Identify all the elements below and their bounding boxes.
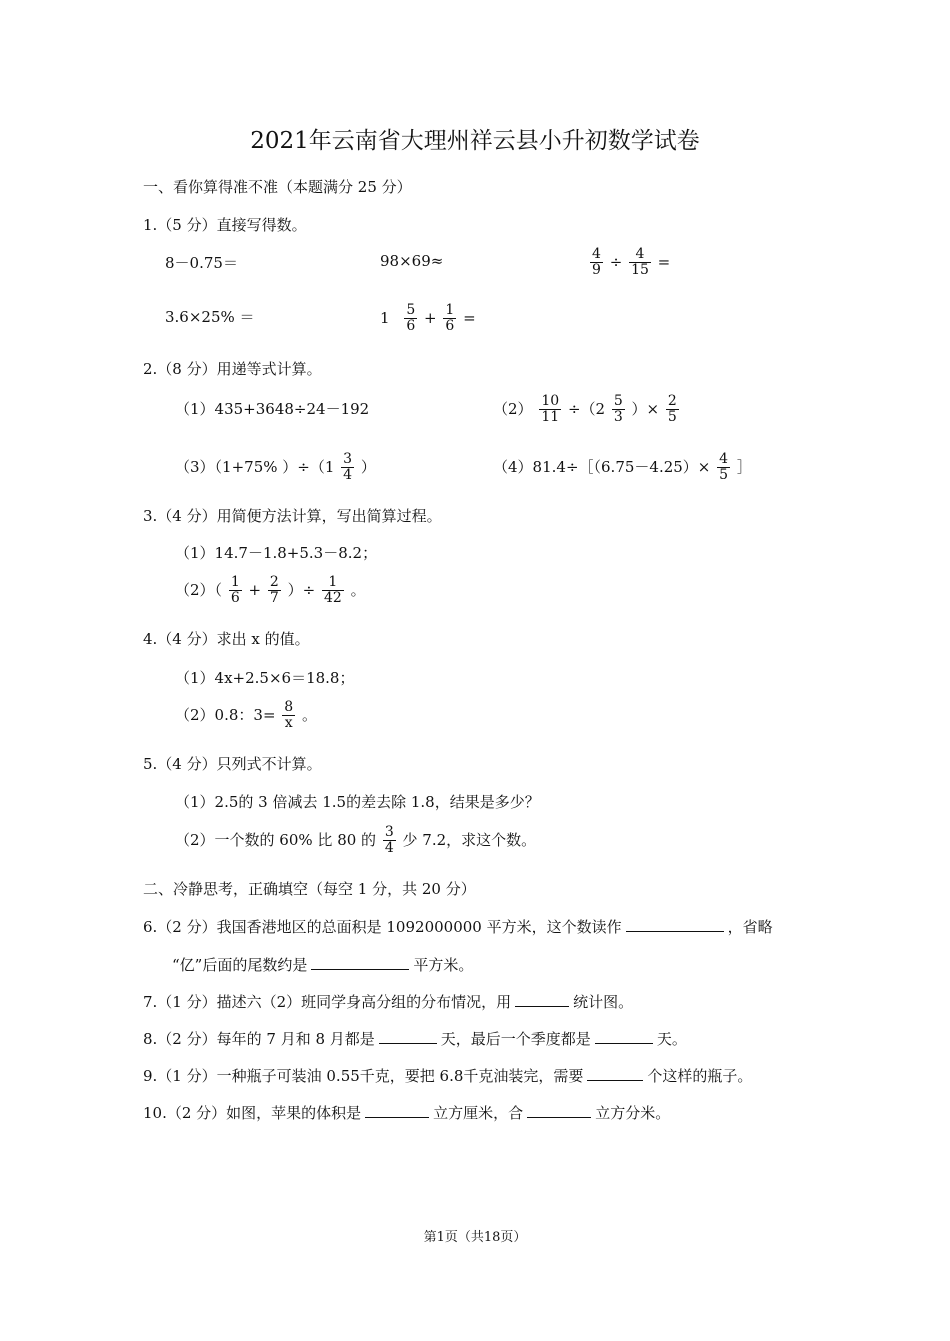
question-5-stem: 5.（4 分）只列式不计算。: [143, 755, 322, 773]
fraction: $\frac{5}{3}$: [613, 393, 623, 426]
q3-part-1: （1）14.7－1.8+5.3－8.2；: [175, 544, 378, 562]
fraction: $\frac{4}{9}$: [592, 246, 601, 279]
fraction: $\frac{4}{5}$: [719, 451, 729, 484]
q1-item-b: 98×69≈: [380, 252, 444, 270]
section-heading-1: 一、看你算得准不准（本题满分 25 分）: [143, 178, 412, 196]
answer-blank[interactable]: [626, 917, 724, 932]
q2-part-3: （3）（1+75% ）÷（1 $\frac{3}{4}$ ）: [175, 451, 376, 484]
q4-part-1: （1）4x+2.5×6＝18.8；: [175, 669, 355, 687]
q2-part-2: （2） $\frac{10}{11}$ ÷（2 $\frac{5}{3}$ ）× $\frac{2}{5}$: [493, 393, 677, 426]
q2-part-1: （1）435+3648÷24－192: [175, 400, 370, 418]
fraction: $\frac{2}{7}$: [269, 574, 279, 607]
question-4-stem: 4.（4 分）求出 x 的值。: [143, 630, 310, 648]
q1-item-a: 8－0.75＝: [165, 254, 238, 272]
answer-blank[interactable]: [527, 1103, 591, 1118]
answer-blank[interactable]: [365, 1103, 429, 1118]
question-6-line-1: 6.（2 分）我国香港地区的总面积是 1092000000 平方米，这个数读作 ，省略: [143, 918, 773, 936]
answer-blank[interactable]: [587, 1066, 643, 1081]
fraction: $\frac{1}{6}$: [445, 302, 455, 335]
fraction: $\frac{3}{4}$: [343, 451, 353, 484]
fraction: $\frac{1}{42}$: [323, 574, 342, 607]
question-9: 9.（1 分）一种瓶子可装油 0.55千克，要把 6.8千克油装完，需要 个这样的瓶子。: [143, 1067, 753, 1085]
q1-item-c: $\frac{4}{9}$ ÷ $\frac{4}{15}$ =: [592, 246, 671, 279]
answer-blank[interactable]: [515, 992, 569, 1007]
q4-part-2: （2）0.8：3= $\frac{8}{x}$ 。: [175, 699, 318, 732]
question-7: 7.（1 分）描述六（2）班同学身高分组的分布情况，用 统计图。: [143, 993, 634, 1011]
question-8: 8.（2 分）每年的 7 月和 8 月都是 天，最后一个季度都是 天。: [143, 1030, 687, 1048]
question-1-stem: 1.（5 分）直接写得数。: [143, 216, 307, 234]
question-6-line-2: “亿”后面的尾数约是 平方米。: [172, 956, 474, 974]
fraction: $\frac{8}{x}$: [284, 699, 294, 732]
answer-blank[interactable]: [379, 1029, 437, 1044]
answer-blank[interactable]: [595, 1029, 653, 1044]
q5-part-1: （1）2.5的 3 倍减去 1.5的差去除 1.8，结果是多少？: [175, 793, 540, 811]
question-2-stem: 2.（8 分）用递等式计算。: [143, 360, 322, 378]
q1-item-e: 1 $\frac{5}{6}$ + $\frac{1}{6}$ =: [380, 302, 476, 335]
fraction: $\frac{5}{6}$: [406, 302, 416, 335]
fraction: $\frac{10}{11}$: [541, 393, 560, 426]
answer-blank[interactable]: [311, 955, 409, 970]
q5-part-2: （2）一个数的 60% 比 80 的 $\frac{3}{4}$ 少 7.2，求这个数。: [175, 824, 537, 857]
q3-part-2: （2）（ $\frac{1}{6}$ + $\frac{2}{7}$ ）÷ $\frac{1}{42}$ 。: [175, 574, 366, 607]
page-footer: 第1页（共18页）: [423, 1230, 527, 1245]
fraction: $\frac{3}{4}$: [384, 824, 394, 857]
question-3-stem: 3.（4 分）用简便方法计算，写出简算过程。: [143, 507, 442, 525]
q2-part-4: （4）81.4÷［（6.75－4.25）× $\frac{4}{5}$ ］: [493, 451, 752, 484]
q1-item-d: 3.6×25% ＝: [165, 308, 255, 326]
section-heading-2: 二、冷静思考，正确填空（每空 1 分，共 20 分）: [143, 880, 476, 898]
fraction: $\frac{1}{6}$: [230, 574, 240, 607]
fraction: $\frac{4}{15}$: [631, 246, 649, 279]
question-10: 10.（2 分）如图，苹果的体积是 立方厘米，合 立方分米。: [143, 1104, 671, 1122]
page-title: 2021年云南省大理州祥云县小升初数学试卷: [250, 128, 700, 154]
fraction: $\frac{2}{5}$: [667, 393, 677, 426]
